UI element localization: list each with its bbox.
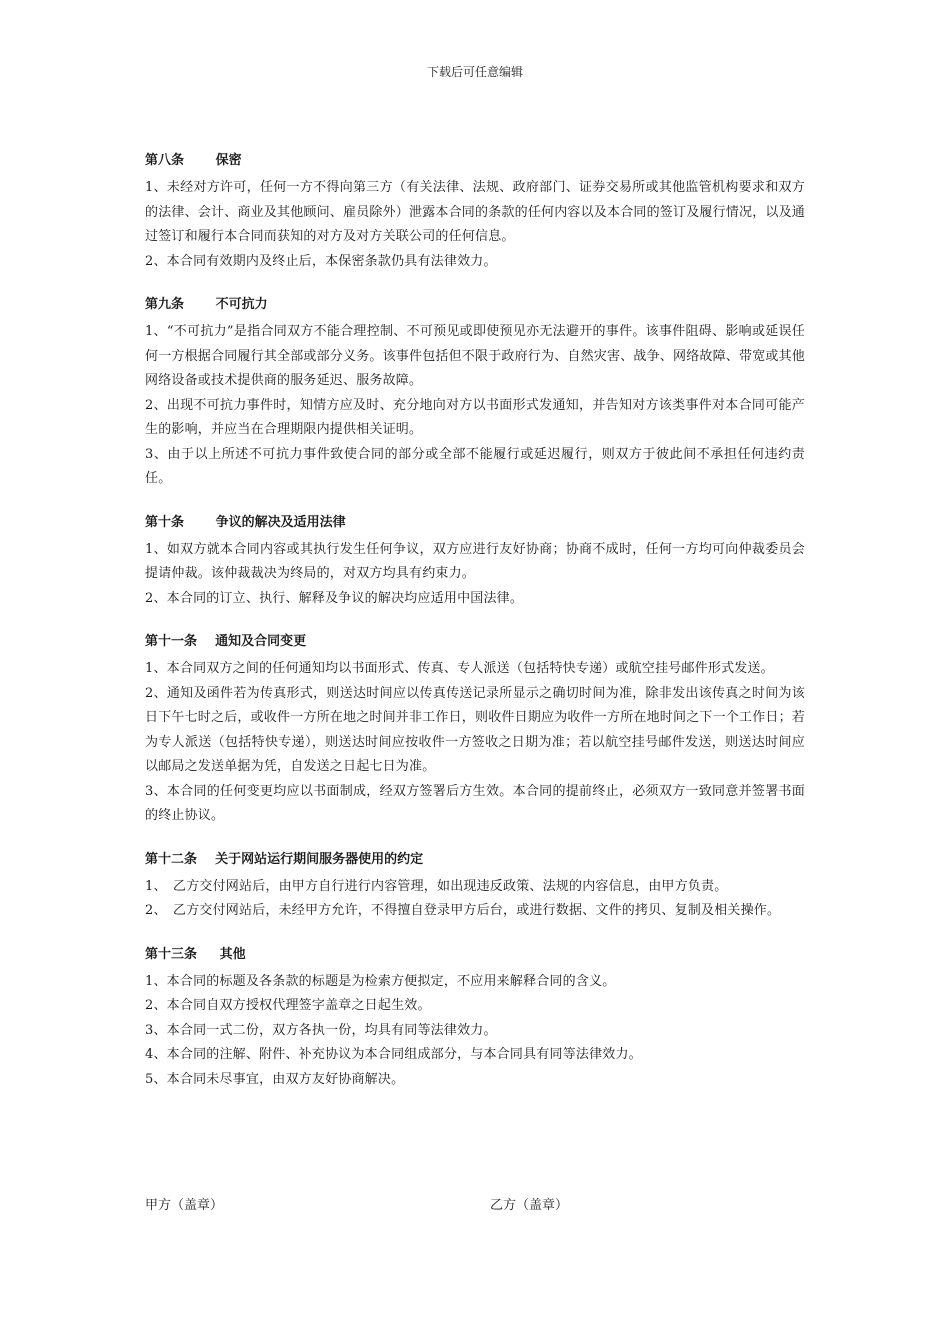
numbered-clause xyxy=(145,899,805,924)
clause-paragraph: 1、未经对方许可，任何一方不得向第三方（有关法律、法规、政府部门、证券交易所或其他监管机构要求和双方的法律、会计、商业及其他顾问、雇员除外）泄露本合同的条款的任何内容以及本合同的签订及履行情况，以及通过签订和履行本合同而获知的对方及对方关联公司的任何信息。 xyxy=(145,180,806,244)
clause-number: 2、 xyxy=(145,903,167,918)
clause-paragraph: 2、本合同自双方授权代理签字盖章之日起生效。 xyxy=(145,998,431,1013)
clause-paragraph: 2、通知及函件若为传真形式，则送达时间应以传真传送记录所显示之确切时间为准，除非发出该传真之时间为该日下午七时之后，或收件一方所在地之时间并非工作日，则收件日期应为收件一方所在地时间之下一个工作日；若为专人派送（包括特快专递），则送达时间应按收件一方签收之日期为准；若以航空挂号邮件发送，则送达时间应以邮局之发送单据为凭，自发送之日起七日为准。 xyxy=(145,685,806,774)
clause-paragraph: 3、本合同的任何变更均应以书面制成，经双方签署后方生效。本合同的提前终止，必须双方一致同意并签署书面的终止协议。 xyxy=(145,783,805,823)
clause-text: 乙方交付网站后，由甲方自行进行内容管理，如出现违反政策、法规的内容信息，由甲方负责。 xyxy=(173,878,728,894)
section-article-12 xyxy=(145,851,805,924)
clause-paragraph: 4、本合同的注解、附件、补充协议为本合同组成部分，与本合同具有同等法律效力。 xyxy=(145,1047,642,1062)
clause-paragraph: 1、本合同的标题及各条款的标题是为检索方便拟定，不应用来解释合同的含义。 xyxy=(145,973,616,989)
clause-paragraph: 3、由于以上所述不可抗力事件致使合同的部分或全部不能履行或延迟履行，则双方于彼此间不承担任何违约责任。 xyxy=(145,446,805,486)
section-article-8 xyxy=(145,152,805,274)
clause-paragraph: 2、本合同有效期内及终止后，本保密条款仍具有法律效力。 xyxy=(145,253,497,269)
contract-body xyxy=(145,152,805,1114)
clause-number: 1、 xyxy=(145,878,167,894)
party-b-seal-label: 乙方（盖章） xyxy=(490,1198,569,1213)
section-article-13 xyxy=(145,946,805,1093)
section-heading: 第九条 不可抗力 xyxy=(145,297,268,312)
clause-paragraph: 2、出现不可抗力事件时，知情方应及时、充分地向对方以书面形式发通知，并告知对方该类事件对本合同可能产生的影响，并应当在合理期限内提供相关证明。 xyxy=(145,397,805,437)
clause-paragraph: 1、如双方就本合同内容或其执行发生任何争议，双方应进行友好协商；协商不成时，任何一方均可向仲裁委员会提请仲裁。该仲裁裁决为终局的，对双方均具有约束力。 xyxy=(145,541,805,581)
clause-paragraph: 2、本合同的订立、执行、解释及争议的解决均应适用中国法律。 xyxy=(145,590,524,606)
section-heading: 第十三条 其他 xyxy=(145,946,246,962)
clause-paragraph: 1、本合同双方之间的任何通知均以书面形式、传真、专人派送（包括特快专递）或航空挂号邮件形式发送。 xyxy=(145,661,774,676)
page-header: 下载后可任意编辑 xyxy=(426,65,523,79)
section-article-9 xyxy=(145,296,805,492)
party-a-seal-label: 甲方（盖章） xyxy=(145,1198,224,1213)
clause-text: 乙方交付网站后，未经甲方允许，不得擅自登录甲方后台，或进行数据、文件的拷贝、复制及相关操作。 xyxy=(173,903,781,918)
section-heading: 第十二条 关于网站运行期间服务器使用的约定 xyxy=(145,851,424,867)
section-heading: 第八条 保密 xyxy=(145,153,242,168)
clause-paragraph: 3、本合同一式二份，双方各执一份，均具有同等法律效力。 xyxy=(145,1022,497,1038)
section-heading: 第十条 争议的解决及适用法律 xyxy=(145,514,346,530)
clause-paragraph: 5、本合同未尽事宜，由双方友好协商解决。 xyxy=(145,1071,405,1087)
section-article-11 xyxy=(145,633,805,829)
section-article-10 xyxy=(145,514,805,612)
section-heading: 第十一条 通知及合同变更 xyxy=(145,634,307,649)
numbered-clause xyxy=(145,875,805,900)
clause-paragraph: 1、“不可抗力”是指合同双方不能合理控制、不可预见或即使预见亦无法避开的事件。该事件阻碍、影响或延误任何一方根据合同履行其全部或部分义务。该事件包括但不限于政府行为、自然灾害、战争、网络故障、带宽或其他网络设备或技术提供商的服务延迟、服务故障。 xyxy=(145,324,806,388)
